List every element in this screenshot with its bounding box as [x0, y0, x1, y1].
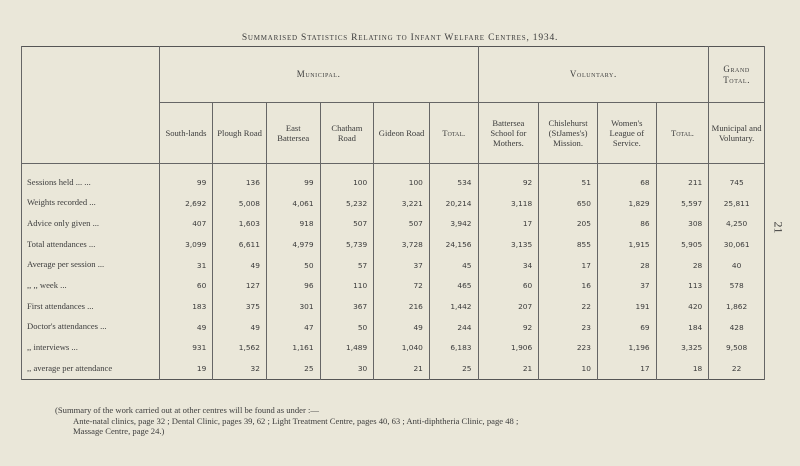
table-cell: 20,214 [429, 193, 478, 214]
table-row [22, 164, 765, 193]
table-cell: 578 [709, 275, 765, 296]
table-cell: 1,040 [374, 338, 430, 359]
row-label: Weights recorded ... [22, 193, 160, 214]
table-cell: 16 [539, 275, 598, 296]
group-header-grand-total: Grand Total. [709, 47, 765, 103]
column-header: Gideon Road [374, 103, 430, 164]
table-cell: 207 [478, 296, 539, 317]
table-cell: 183 [159, 296, 213, 317]
table-cell: 507 [320, 213, 374, 234]
table-cell: 3,728 [374, 234, 430, 255]
table-cell: 25 [266, 358, 320, 379]
table-cell: 5,905 [656, 234, 709, 255]
table-row [22, 358, 765, 379]
table-cell: 465 [429, 275, 478, 296]
table-cell: 9,508 [709, 338, 765, 359]
table-cell: 28 [656, 255, 709, 276]
table-cell: 21 [478, 358, 539, 379]
table-cell: 3,221 [374, 193, 430, 214]
table-cell: 1,562 [213, 338, 267, 359]
table-cell: 931 [159, 338, 213, 359]
footnote-line: Ante-natal clinics, page 32 ; Dental Clinic, pages 39, 62 ; Light Treatment Centre, pages 40, 63 ; Anti-diphtheria Clinic, page 48 ; [73, 415, 519, 426]
table-cell: 6,611 [213, 234, 267, 255]
table-cell: 49 [213, 317, 267, 338]
table-cell: 18 [656, 358, 709, 379]
table-cell: 1,829 [597, 193, 656, 214]
column-header: East Battersea [266, 103, 320, 164]
table-cell: 96 [266, 275, 320, 296]
table-cell: 69 [597, 317, 656, 338]
table-cell: 92 [478, 317, 539, 338]
table-cell: 127 [213, 275, 267, 296]
table-row [22, 338, 765, 359]
table-cell: 49 [374, 317, 430, 338]
table-cell: 1,442 [429, 296, 478, 317]
row-header-corner [22, 47, 160, 164]
table-cell: 17 [597, 358, 656, 379]
footnote-line: (Summary of the work carried out at other centres will be found as under :— [55, 405, 319, 415]
table-cell: 855 [539, 234, 598, 255]
table-cell: 21 [374, 358, 430, 379]
table-cell: 32 [213, 358, 267, 379]
table-cell: 367 [320, 296, 374, 317]
table-cell: 37 [374, 255, 430, 276]
table-row [22, 275, 765, 296]
table-cell: 47 [266, 317, 320, 338]
column-header-total: Total. [656, 103, 709, 164]
table-cell: 72 [374, 275, 430, 296]
page-number: 21 [771, 221, 786, 234]
group-header-municipal: Municipal. [159, 47, 478, 103]
table-cell: 100 [320, 164, 374, 193]
footnote [55, 405, 518, 437]
table-cell: 24,156 [429, 234, 478, 255]
table-cell: 1,161 [266, 338, 320, 359]
table-cell: 301 [266, 296, 320, 317]
table-row [22, 296, 765, 317]
table-cell: 1,915 [597, 234, 656, 255]
table-cell: 1,906 [478, 338, 539, 359]
table-cell: 1,862 [709, 296, 765, 317]
column-header: Chatham Road [320, 103, 374, 164]
table-cell: 223 [539, 338, 598, 359]
table-row [22, 193, 765, 214]
row-label: ,, interviews ... [22, 338, 160, 359]
page-title: Summarised Statistics Relating to Infant Welfare Centres, 1934. [241, 33, 559, 43]
table-cell: 51 [539, 164, 598, 193]
table-cell: 86 [597, 213, 656, 234]
table-cell: 113 [656, 275, 709, 296]
footnote-line: Massage Centre, page 24.) [73, 426, 165, 437]
column-header: Women's League of Service. [597, 103, 656, 164]
table-cell: 244 [429, 317, 478, 338]
row-label: ,, average per attendance [22, 358, 160, 379]
table-cell: 745 [709, 164, 765, 193]
table-cell: 3,325 [656, 338, 709, 359]
column-header: Battersea School for Mothers. [478, 103, 539, 164]
table-cell: 216 [374, 296, 430, 317]
table-cell: 49 [213, 255, 267, 276]
table-cell: 34 [478, 255, 539, 276]
row-label: Doctor's attendances ... [22, 317, 160, 338]
table-cell: 22 [709, 358, 765, 379]
table-cell: 60 [478, 275, 539, 296]
statistics-table [21, 46, 765, 380]
table-cell: 211 [656, 164, 709, 193]
table-cell: 420 [656, 296, 709, 317]
table-cell: 99 [266, 164, 320, 193]
table-cell: 10 [539, 358, 598, 379]
table-cell: 5,232 [320, 193, 374, 214]
table-cell: 31 [159, 255, 213, 276]
row-label: First attendances ... [22, 296, 160, 317]
table-cell: 205 [539, 213, 598, 234]
table-cell: 60 [159, 275, 213, 296]
table-cell: 191 [597, 296, 656, 317]
column-header: Municipal and Voluntary. [709, 103, 765, 164]
row-label: Total attendances ... [22, 234, 160, 255]
table-cell: 19 [159, 358, 213, 379]
table-cell: 5,597 [656, 193, 709, 214]
row-label: Sessions held ... ... [22, 164, 160, 193]
table-cell: 428 [709, 317, 765, 338]
table-cell: 49 [159, 317, 213, 338]
table-cell: 6,183 [429, 338, 478, 359]
table-cell: 17 [478, 213, 539, 234]
table-cell: 37 [597, 275, 656, 296]
table-cell: 28 [597, 255, 656, 276]
table-cell: 57 [320, 255, 374, 276]
table-cell: 3,942 [429, 213, 478, 234]
table-cell: 918 [266, 213, 320, 234]
table-cell: 1,603 [213, 213, 267, 234]
table-cell: 136 [213, 164, 267, 193]
table-row [22, 317, 765, 338]
table-row [22, 213, 765, 234]
table-cell: 3,118 [478, 193, 539, 214]
table-cell: 25 [429, 358, 478, 379]
table-cell: 45 [429, 255, 478, 276]
column-header: Plough Road [213, 103, 267, 164]
row-label: Advice only given ... [22, 213, 160, 234]
table-cell: 1,196 [597, 338, 656, 359]
table-cell: 1,489 [320, 338, 374, 359]
table-cell: 650 [539, 193, 598, 214]
table-cell: 407 [159, 213, 213, 234]
table-cell: 534 [429, 164, 478, 193]
table-cell: 4,250 [709, 213, 765, 234]
table-cell: 99 [159, 164, 213, 193]
table-cell: 5,739 [320, 234, 374, 255]
row-label: Average per session ... [22, 255, 160, 276]
table-cell: 5,008 [213, 193, 267, 214]
table-cell: 17 [539, 255, 598, 276]
table-cell: 2,692 [159, 193, 213, 214]
table-cell: 30 [320, 358, 374, 379]
table-cell: 3,135 [478, 234, 539, 255]
table-cell: 22 [539, 296, 598, 317]
table-cell: 30,061 [709, 234, 765, 255]
table-cell: 92 [478, 164, 539, 193]
table-cell: 507 [374, 213, 430, 234]
column-header-total: Total. [429, 103, 478, 164]
table-cell: 100 [374, 164, 430, 193]
table-cell: 25,811 [709, 193, 765, 214]
table-cell: 50 [320, 317, 374, 338]
table-cell: 308 [656, 213, 709, 234]
table-cell: 3,099 [159, 234, 213, 255]
table-cell: 40 [709, 255, 765, 276]
group-header-voluntary: Voluntary. [478, 47, 709, 103]
table-row [22, 234, 765, 255]
column-header: South-lands [159, 103, 213, 164]
row-label: ,, ,, week ... [22, 275, 160, 296]
table-cell: 4,979 [266, 234, 320, 255]
column-header: Chislehurst (StJames's) Mission. [539, 103, 598, 164]
table-cell: 110 [320, 275, 374, 296]
table-cell: 23 [539, 317, 598, 338]
table-cell: 375 [213, 296, 267, 317]
table-cell: 50 [266, 255, 320, 276]
table-cell: 184 [656, 317, 709, 338]
table-row [22, 255, 765, 276]
table-cell: 68 [597, 164, 656, 193]
table-cell: 4,061 [266, 193, 320, 214]
